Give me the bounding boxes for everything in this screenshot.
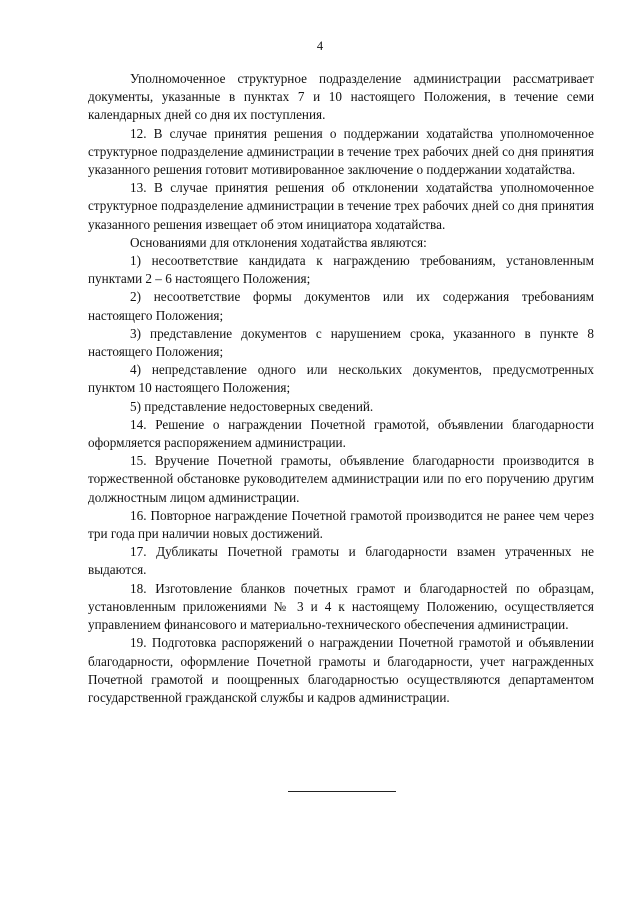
list-item-3: 3) представление документов с нарушением срока, указанного в пункте 8 настоящего Положения; xyxy=(88,325,594,360)
list-item-2: 2) несоответствие формы документов или их содержания требованиям настоящего Положения; xyxy=(88,289,594,323)
document-body xyxy=(88,70,594,707)
paragraph-rejection-grounds: Основаниями для отклонения ходатайства являются: xyxy=(130,234,427,250)
paragraph-14: 14. Решение о награждении Почетной грамотой, объявлении благодарности оформляется распоряжением администрации. xyxy=(88,416,594,451)
paragraph-review-period: Уполномоченное структурное подразделение администрации рассматривает документы, указанные в пунктах 7 и 10 настоящего Положения, в течение семи календарных дней со дня их поступления. xyxy=(88,71,594,123)
paragraph-13: 13. В случае принятия решения об отклонении ходатайства уполномоченное структурное подразделение администрации в течение трех рабочих дней со дня принятия указанного решения извещает об этом инициатора ходатайства. xyxy=(88,180,594,232)
list-item-5: 5) представление недостоверных сведений. xyxy=(130,398,374,414)
paragraph-16: 16. Повторное награждение Почетной грамотой производится не ранее чем через три года при наличии новых достижений. xyxy=(88,507,594,542)
paragraph-18: 18. Изготовление бланков почетных грамот и благодарностей по образцам, установленным приложениями № 3 и 4 к настоящему Положению, осуществляется управлением финансового и материально-технического обеспечения администрации. xyxy=(88,580,594,633)
page-number: 4 xyxy=(316,39,324,53)
paragraph-15: 15. Вручение Почетной грамоты, объявление благодарности производится в торжественной обстановке руководителем администрации или по его поручению другим должностным лицом администрации. xyxy=(88,453,594,505)
end-separator-line xyxy=(288,791,396,792)
paragraph-17: 17. Дубликаты Почетной грамоты и благодарности взамен утраченных не выдаются. xyxy=(88,544,594,578)
paragraph-19: 19. Подготовка распоряжений о награждении Почетной грамотой и объявлении благодарности, оформление Почетной грамоты и благодарности, учет награжденных Почетной грамотой и поощренных благодарностью осуществляются департаментом государственной гражданской службы и кадров администрации. xyxy=(88,635,594,705)
list-item-4: 4) непредставление одного или нескольких документов, предусмотренных пунктом 10 настоящего Положения; xyxy=(88,362,594,396)
paragraph-12: 12. В случае принятия решения о поддержании ходатайства уполномоченное структурное подразделение администрации в течение трех рабочих дней со дня принятия указанного решения готовит мотивированное заключение о поддержании ходатайства. xyxy=(88,125,594,178)
list-item-1: 1) несоответствие кандидата к награждению требованиям, установленным пунктами 2 – 6 настоящего Положения; xyxy=(88,253,594,287)
